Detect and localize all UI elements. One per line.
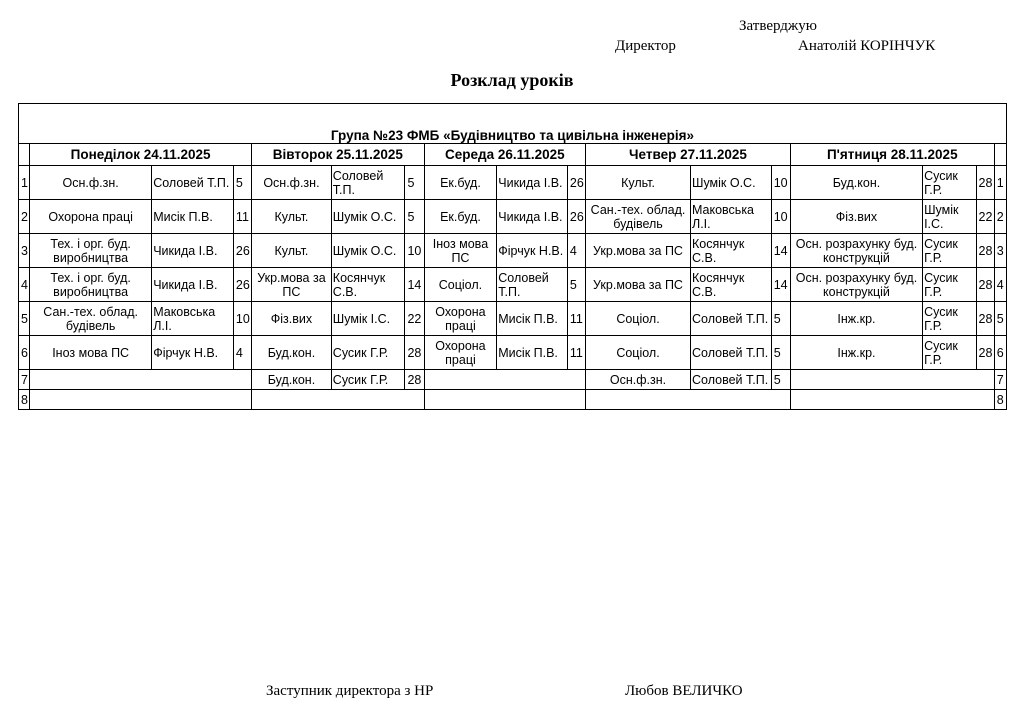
subject-cell: Охорона праці (424, 336, 497, 370)
empty-slot (790, 390, 994, 410)
subject-cell: Соціол. (424, 268, 497, 302)
subject-cell: Охорона праці (424, 302, 497, 336)
teacher-cell: Косянчук С.В. (690, 268, 771, 302)
subject-cell: Буд.кон. (252, 336, 332, 370)
room-cell: 14 (771, 268, 790, 302)
empty-slot (424, 370, 585, 390)
room-cell: 22 (976, 200, 994, 234)
teacher-cell: Сусик Г.Р. (923, 166, 976, 200)
teacher-cell: Косянчук С.В. (690, 234, 771, 268)
teacher-cell: Маковська Л.І. (690, 200, 771, 234)
lesson-number: 3 (994, 234, 1006, 268)
teacher-cell: Сусик Г.Р. (923, 302, 976, 336)
group-title: Група №23 ФМБ «Будівництво та цивільна інженерія» (19, 121, 1007, 144)
subject-cell: Буд.кон. (790, 166, 922, 200)
empty-slot (30, 390, 252, 410)
lesson-number: 5 (994, 302, 1006, 336)
lesson-number: 6 (19, 336, 30, 370)
room-cell: 28 (976, 234, 994, 268)
schedule-table (18, 103, 1007, 410)
lesson-number: 1 (19, 166, 30, 200)
teacher-cell: Соловей Т.П. (690, 302, 771, 336)
subject-cell: Ек.буд. (424, 166, 497, 200)
teacher-cell: Соловей Т.П. (497, 268, 568, 302)
subject-cell: Фіз.вих (252, 302, 332, 336)
subject-cell: Укр.мова за ПС (252, 268, 332, 302)
teacher-cell: Сусик Г.Р. (923, 336, 976, 370)
director-position: Директор (615, 38, 676, 54)
teacher-cell: Мисік П.В. (497, 302, 568, 336)
subject-cell: Укр.мова за ПС (586, 268, 691, 302)
lesson-number: 5 (19, 302, 30, 336)
room-cell: 5 (771, 336, 790, 370)
deputy-name: Любов ВЕЛИЧКО (625, 683, 743, 699)
lesson-row (19, 370, 1007, 390)
room-cell: 26 (567, 200, 585, 234)
teacher-cell: Сусик Г.Р. (331, 336, 405, 370)
teacher-cell: Чикида І.В. (497, 166, 568, 200)
lesson-number: 4 (19, 268, 30, 302)
room-cell: 10 (771, 166, 790, 200)
lesson-row (19, 302, 1007, 336)
teacher-cell: Соловей Т.П. (331, 166, 405, 200)
lesson-row (19, 268, 1007, 302)
room-cell: 22 (405, 302, 424, 336)
day-header: Понеділок 24.11.2025 (30, 144, 252, 166)
room-cell: 28 (976, 166, 994, 200)
teacher-cell: Соловей Т.П. (690, 370, 771, 390)
day-header: Вівторок 25.11.2025 (252, 144, 425, 166)
teacher-cell: Шумік О.С. (331, 200, 405, 234)
teacher-cell: Шумік І.С. (331, 302, 405, 336)
teacher-cell: Шумік О.С. (690, 166, 771, 200)
lesson-row (19, 166, 1007, 200)
subject-cell: Укр.мова за ПС (586, 234, 691, 268)
subject-cell: Осн.ф.зн. (586, 370, 691, 390)
lesson-number: 2 (19, 200, 30, 234)
room-cell: 5 (405, 166, 424, 200)
subject-cell: Охорона праці (30, 200, 152, 234)
room-cell: 11 (567, 336, 585, 370)
spacer-row (19, 104, 1007, 122)
lesson-number: 8 (19, 390, 30, 410)
room-cell: 11 (567, 302, 585, 336)
subject-cell: Інж.кр. (790, 336, 922, 370)
subject-cell: Сан.-тех. облад. будівель (30, 302, 152, 336)
subject-cell: Інж.кр. (790, 302, 922, 336)
day-header: Середа 26.11.2025 (424, 144, 585, 166)
teacher-cell: Сусик Г.Р. (331, 370, 405, 390)
teacher-cell: Чикида І.В. (152, 268, 234, 302)
teacher-cell: Фірчук Н.В. (497, 234, 568, 268)
teacher-cell: Фірчук Н.В. (152, 336, 234, 370)
deputy-position: Заступник директора з НР (266, 683, 434, 699)
room-cell: 5 (567, 268, 585, 302)
subject-cell: Культ. (586, 166, 691, 200)
room-cell: 4 (233, 336, 251, 370)
group-row (19, 121, 1007, 144)
lesson-number: 7 (994, 370, 1006, 390)
teacher-cell: Мисік П.В. (497, 336, 568, 370)
header-corner (19, 144, 30, 166)
room-cell: 5 (233, 166, 251, 200)
empty-slot (252, 390, 425, 410)
room-cell: 5 (405, 200, 424, 234)
lesson-number: 1 (994, 166, 1006, 200)
empty-slot (30, 370, 252, 390)
day-header: Четвер 27.11.2025 (586, 144, 791, 166)
room-cell: 26 (233, 234, 251, 268)
empty-slot (790, 370, 994, 390)
subject-cell: Культ. (252, 200, 332, 234)
empty-slot (586, 390, 791, 410)
room-cell: 10 (233, 302, 251, 336)
room-cell: 11 (233, 200, 251, 234)
teacher-cell: Косянчук С.В. (331, 268, 405, 302)
lesson-number: 7 (19, 370, 30, 390)
teacher-cell: Сусик Г.Р. (923, 268, 976, 302)
teacher-cell: Соловей Т.П. (152, 166, 234, 200)
subject-cell: Осн. розрахунку буд. конструкцій (790, 268, 922, 302)
subject-cell: Соціол. (586, 302, 691, 336)
room-cell: 10 (405, 234, 424, 268)
teacher-cell: Соловей Т.П. (690, 336, 771, 370)
teacher-cell: Шумік І.С. (923, 200, 976, 234)
subject-cell: Культ. (252, 234, 332, 268)
room-cell: 5 (771, 370, 790, 390)
lesson-number: 4 (994, 268, 1006, 302)
approval-label: Затверджую (739, 18, 817, 34)
subject-cell: Тех. і орг. буд. виробництва (30, 234, 152, 268)
room-cell: 28 (405, 336, 424, 370)
subject-cell: Осн.ф.зн. (252, 166, 332, 200)
lesson-number: 8 (994, 390, 1006, 410)
room-cell: 28 (976, 302, 994, 336)
teacher-cell: Чикида І.В. (497, 200, 568, 234)
subject-cell: Осн. розрахунку буд. конструкцій (790, 234, 922, 268)
day-header: П'ятниця 28.11.2025 (790, 144, 994, 166)
lesson-number: 6 (994, 336, 1006, 370)
subject-cell: Осн.ф.зн. (30, 166, 152, 200)
subject-cell: Соціол. (586, 336, 691, 370)
subject-cell: Сан.-тех. облад. будівель (586, 200, 691, 234)
room-cell: 4 (567, 234, 585, 268)
teacher-cell: Маковська Л.І. (152, 302, 234, 336)
lesson-row (19, 336, 1007, 370)
subject-cell: Іноз мова ПС (424, 234, 497, 268)
room-cell: 5 (771, 302, 790, 336)
director-name: Анатолій КОРІНЧУК (798, 38, 936, 54)
subject-cell: Фіз.вих (790, 200, 922, 234)
lesson-row (19, 234, 1007, 268)
room-cell: 26 (233, 268, 251, 302)
header-corner (994, 144, 1006, 166)
room-cell: 28 (976, 336, 994, 370)
subject-cell: Тех. і орг. буд. виробництва (30, 268, 152, 302)
room-cell: 14 (405, 268, 424, 302)
document-title: Розклад уроків (450, 70, 574, 90)
subject-cell: Буд.кон. (252, 370, 332, 390)
teacher-cell: Мисік П.В. (152, 200, 234, 234)
room-cell: 28 (405, 370, 424, 390)
lesson-row (19, 390, 1007, 410)
teacher-cell: Сусик Г.Р. (923, 234, 976, 268)
lesson-number: 2 (994, 200, 1006, 234)
room-cell: 28 (976, 268, 994, 302)
days-header-row (19, 144, 1007, 166)
room-cell: 10 (771, 200, 790, 234)
subject-cell: Іноз мова ПС (30, 336, 152, 370)
teacher-cell: Чикида І.В. (152, 234, 234, 268)
room-cell: 14 (771, 234, 790, 268)
subject-cell: Ек.буд. (424, 200, 497, 234)
empty-slot (424, 390, 585, 410)
lesson-number: 3 (19, 234, 30, 268)
teacher-cell: Шумік О.С. (331, 234, 405, 268)
room-cell: 26 (567, 166, 585, 200)
lesson-row (19, 200, 1007, 234)
